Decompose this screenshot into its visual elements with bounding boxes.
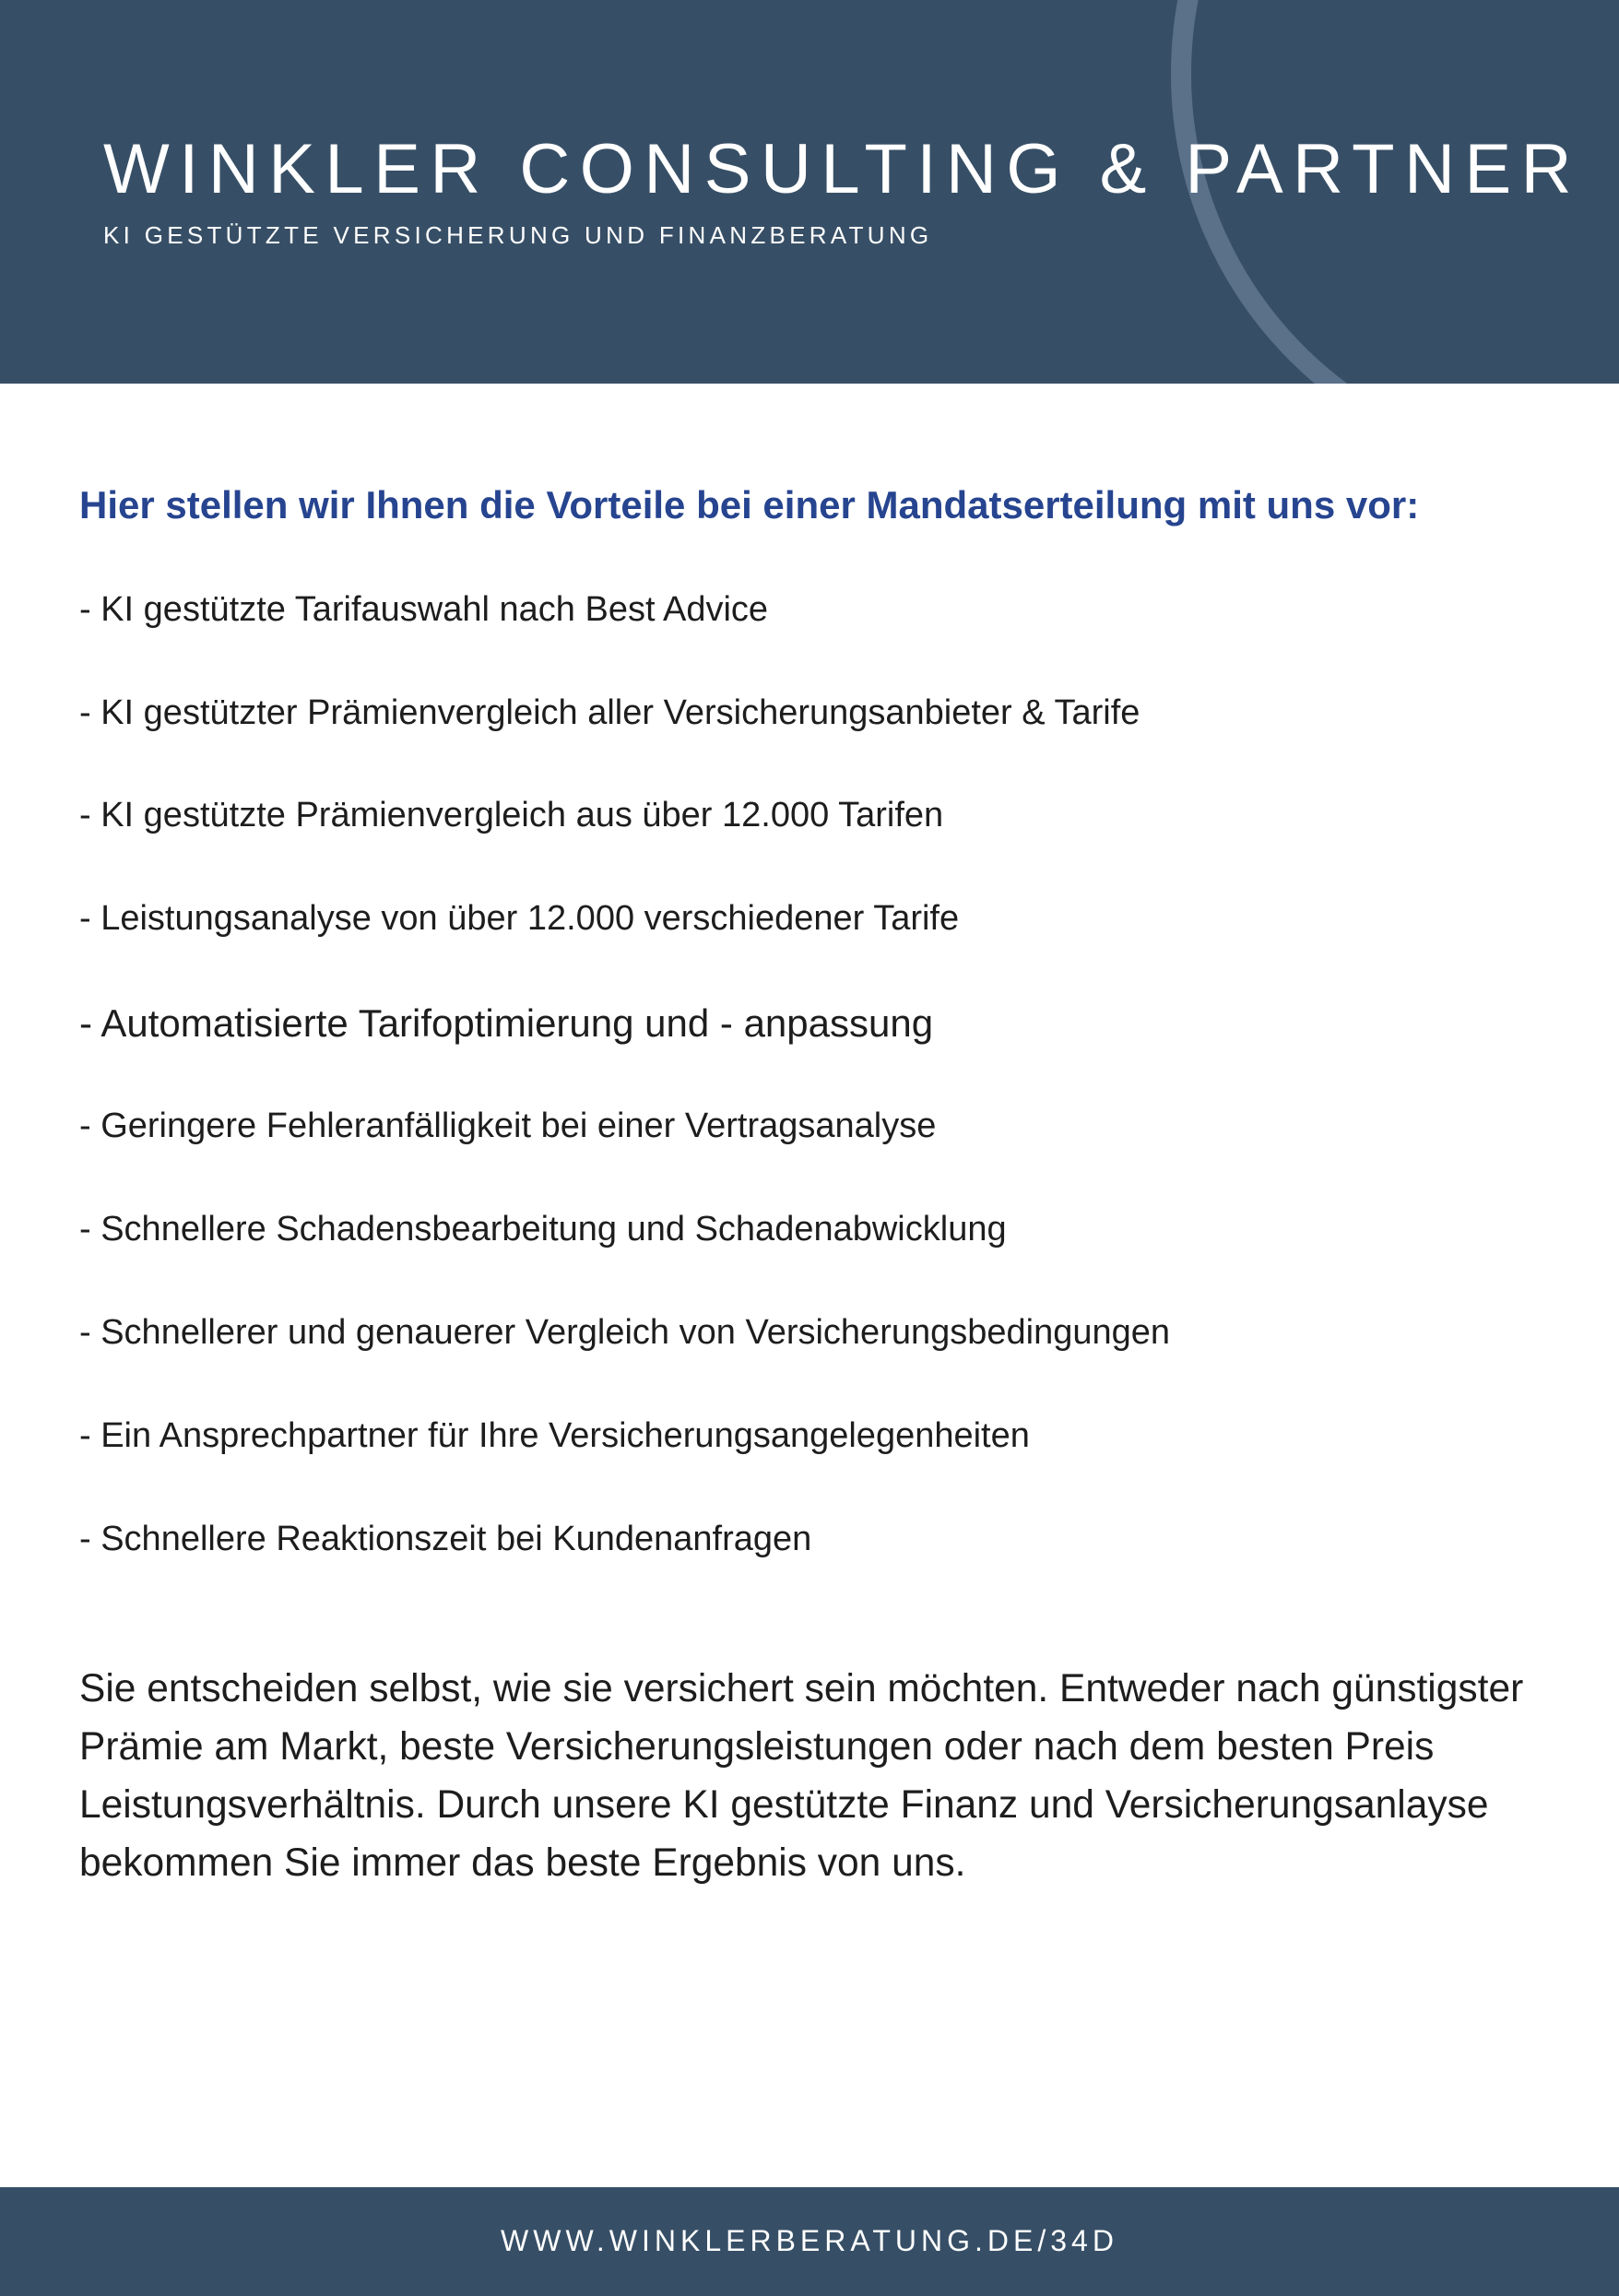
closing-line: bekommen Sie immer das beste Ergebnis von uns. [79, 1841, 966, 1885]
header-banner [0, 0, 1619, 384]
benefit-item: - Schnellere Schadensbearbeitung und Schadenabwicklung [79, 1210, 1007, 1249]
brand-subtitle: KI GESTÜTZTE VERSICHERUNG UND FINANZBERATUNG [103, 221, 933, 249]
benefit-item: - Ein Ansprechpartner für Ihre Versicherungsangelegenheiten [79, 1416, 1030, 1455]
closing-line: Prämie am Markt, beste Versicherungsleistungen oder nach dem besten Preis [79, 1725, 1435, 1769]
closing-paragraph [79, 1660, 1573, 1892]
benefit-item: - Leistungsanalyse von über 12.000 verschiedener Tarife [79, 899, 960, 938]
benefit-item: - KI gestützte Tarifauswahl nach Best Advice [79, 590, 769, 629]
benefit-item: - KI gestützte Prämienvergleich aus über 12.000 Tarifen [79, 796, 944, 834]
closing-line: Leistungsverhältnis. Durch unsere KI gestützte Finanz und Versicherungsanlayse [79, 1783, 1489, 1827]
website-url: WWW.WINKLERBERATUNG.DE/34D [501, 2224, 1118, 2257]
closing-line: Sie entscheiden selbst, wie sie versichert sein möchten. Entweder nach günstigster [79, 1667, 1524, 1710]
benefits-heading: Hier stellen wir Ihnen die Vorteile bei einer Mandatserteilung mit uns vor: [79, 483, 1420, 527]
benefit-item: - KI gestützter Prämienvergleich aller Versicherungsanbieter & Tarife [79, 693, 1140, 732]
benefit-item: - Geringere Fehleranfälligkeit bei einer Vertragsanalyse [79, 1107, 937, 1145]
brand-title: WINKLER CONSULTING & PARTNER [103, 130, 1582, 208]
benefit-item: - Automatisierte Tarifoptimierung und - anpassung [79, 1001, 934, 1045]
benefit-item: - Schnellerer und genauerer Vergleich von Versicherungsbedingungen [79, 1313, 1171, 1352]
benefit-item: - Schnellere Reaktionszeit bei Kundenanfragen [79, 1520, 812, 1558]
footer-banner [0, 2187, 1619, 2296]
